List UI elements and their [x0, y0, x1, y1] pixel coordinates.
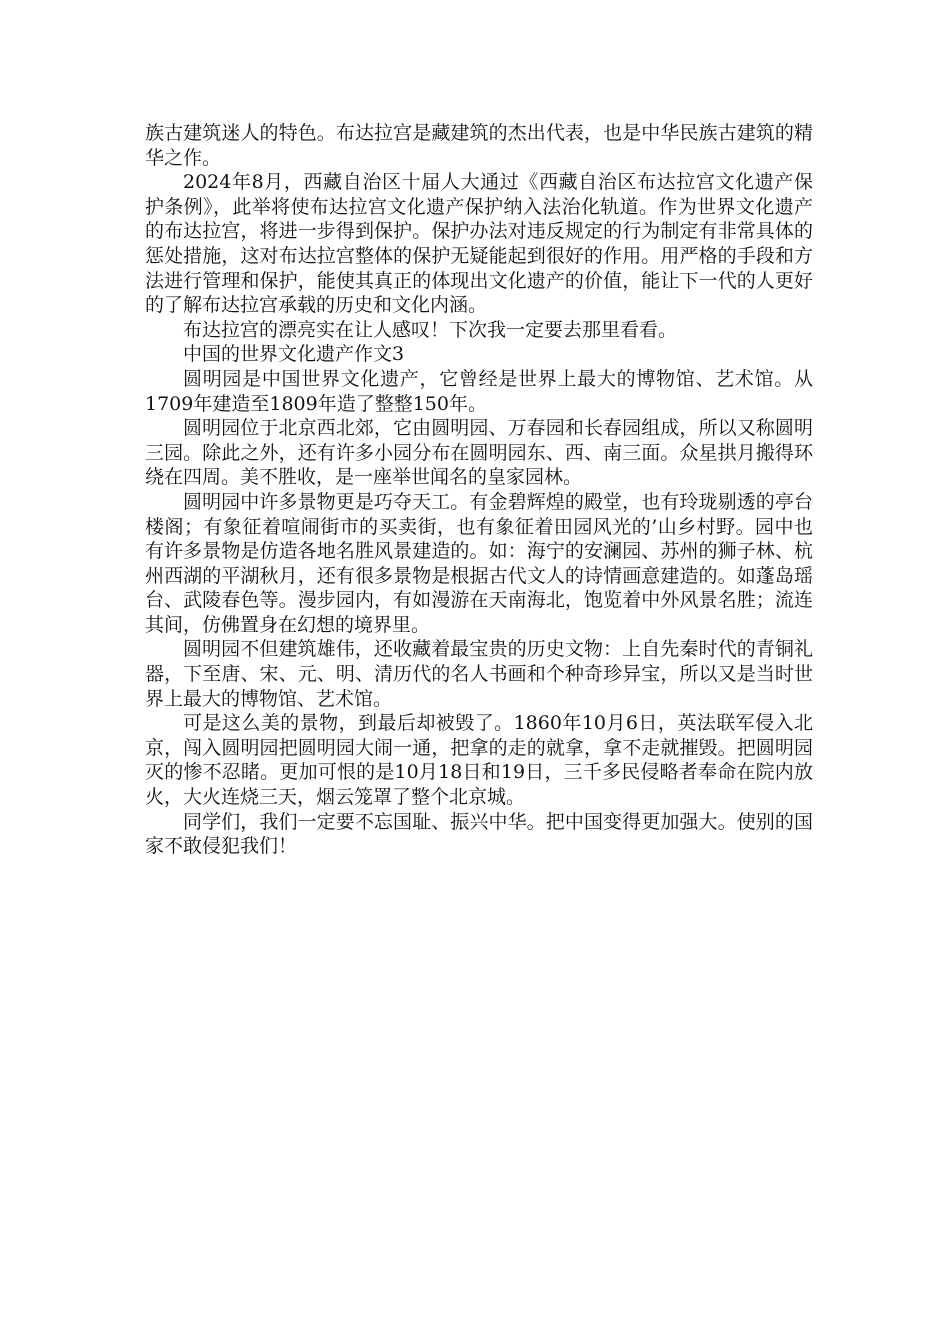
paragraph-2: 2024年8月，西藏自治区十届人大通过《西藏自治区布达拉宫文化遗产保护条例》，此举将使布达拉宫文化遗产保护纳入法治化轨道。作为世界文化遗产的布达拉宫，将进一步得到保护。保护办法对违反规定的行为制定有非常具体的惩处措施，这对布达拉宫整体的保护无疑能起到很好的作用。用严格的手段和方法进行管理和保护，能使其真正的体现出文化遗产的价值，能让下一代的人更好的了解布达拉宫承载的历史和文化内涵。	[145, 171, 813, 317]
paragraph-9: 同学们，我们一定要不忘国耻、振兴中华。把中国变得更加强大。使别的国家不敢侵犯我们！	[145, 810, 813, 858]
section-heading: 中国的世界文化遗产作文3	[183, 343, 405, 366]
paragraph-1: 族古建筑迷人的特色。布达拉宫是藏建筑的杰出代表，也是中华民族古建筑的精华之作。	[145, 122, 813, 169]
paragraph-6: 圆明园中许多景物更是巧夺天工。有金碧辉煌的殿堂，也有玲珑剔透的亭台楼阁；有象征着喧闹街市的买卖街，也有象征着田园风光的’山乡村野。园中也有许多景物是仿造各地名胜风景建造的。如：海宁的安澜园、苏州的狮子林、杭州西湖的平湖秋月，还有很多景物是根据古代文人的诗情画意建造的。如蓬岛瑶台、武陵春色等。漫步园内，有如漫游在天南海北，饱览着中外风景名胜；流连其间，仿佛置身在幻想的境界里。	[145, 490, 813, 636]
document-body	[145, 121, 813, 859]
paragraph-8: 可是这么美的景物，到最后却被毁了。1860年10月6日，英法联军侵入北京，闯入圆明园把圆明园大闹一通，把拿的走的就拿，拿不走就摧毁。把圆明园灭的惨不忍睹。更加可恨的是10月18日和19日，三千多民侵略者奉命在院内放火，大火连烧三天，烟云笼罩了整个北京城。	[145, 712, 813, 809]
paragraph-5: 圆明园位于北京西北郊，它由圆明园、万春园和长春园组成，所以又称圆明三园。除此之外，还有许多小园分布在圆明园东、西、南三面。众星拱月搬得环绕在四周。美不胜收，是一座举世闻名的皇家园林。	[145, 417, 813, 489]
paragraph-4: 圆明园是中国世界文化遗产，它曾经是世界上最大的博物馆、艺术馆。从1709年建造至1809年造了整整150年。	[145, 367, 813, 415]
paragraph-3: 布达拉宫的漂亮实在让人感叹！下次我一定要去那里看看。	[183, 318, 678, 341]
paragraph-7: 圆明园不但建筑雄伟，还收藏着最宝贵的历史文物：上自先秦时代的青铜礼器，下至唐、宋、元、明、清历代的名人书画和个种奇珍异宝，所以又是当时世界上最大的博物馆、艺术馆。	[145, 638, 813, 710]
